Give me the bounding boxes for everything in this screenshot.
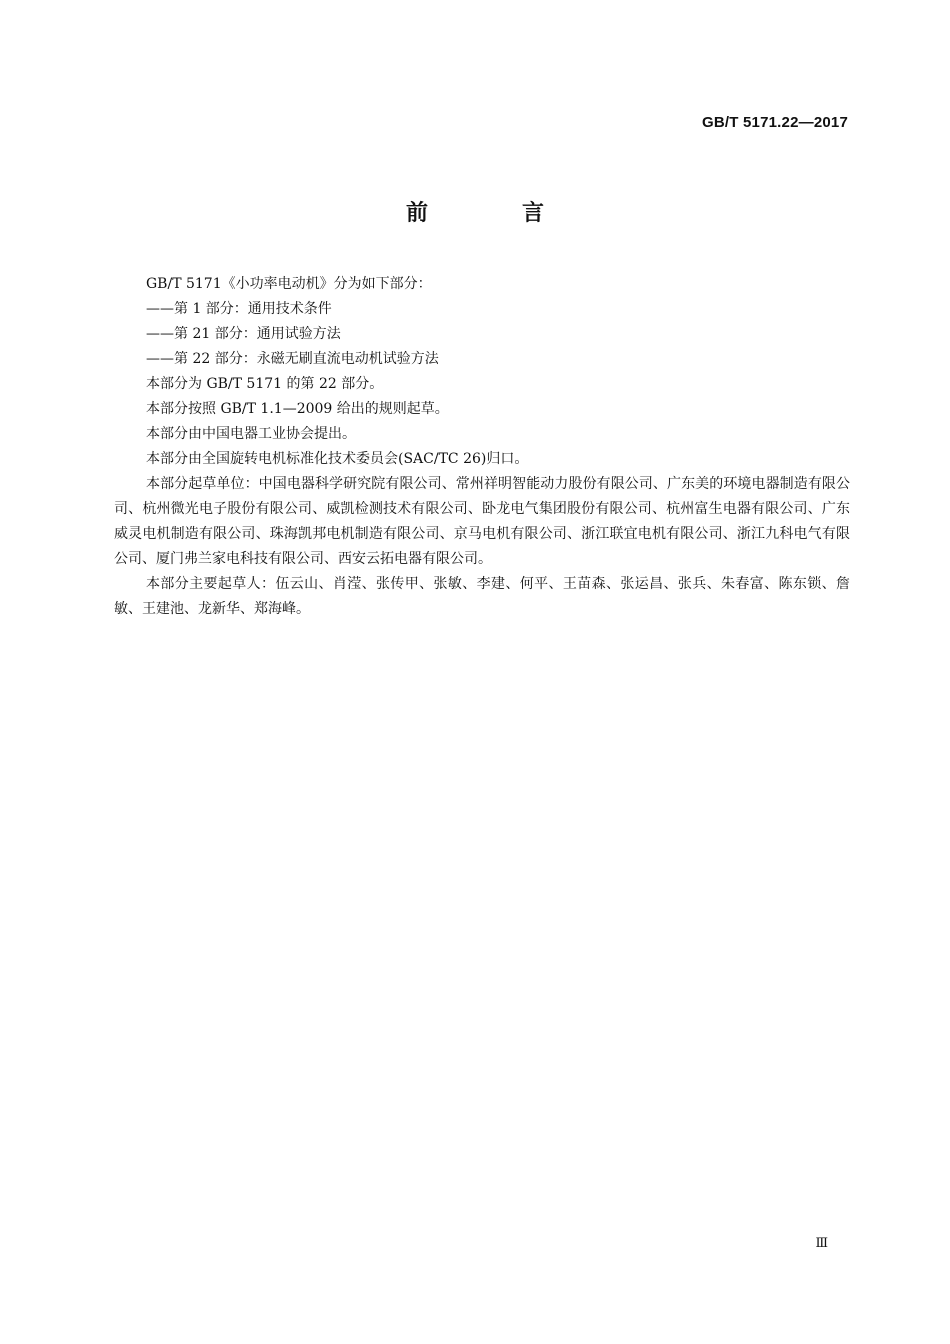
foreword-body xyxy=(114,272,850,622)
proposer-paragraph: 本部分由中国电器工业协会提出。 xyxy=(146,426,356,442)
drafters-paragraph: 本部分主要起草人：伍云山、肖滢、张传甲、张敏、李建、何平、王苗森、张运昌、张兵、朱春富、陈东锁、詹敏、王建池、龙新华、郑海峰。 xyxy=(114,576,850,617)
drafting-rules-paragraph: 本部分按照 GB/T 1.1—2009 给出的规则起草。 xyxy=(146,401,449,417)
committee-paragraph: 本部分由全国旋转电机标准化技术委员会(SAC/TC 26)归口。 xyxy=(146,451,529,467)
drafting-units-paragraph: 本部分起草单位：中国电器科学研究院有限公司、常州祥明智能动力股份有限公司、广东美的环境电器制造有限公司、杭州微光电子股份有限公司、威凯检测技术有限公司、卧龙电气集团股份有限公司、杭州富生电器有限公司、广东威灵电机制造有限公司、珠海凯邦电机制造有限公司、京马电机有限公司、浙江联宜电机有限公司、浙江九科电气有限公司、厦门弗兰家电科技有限公司、西安云拓电器有限公司。 xyxy=(114,476,850,567)
page-number: Ⅲ xyxy=(815,1236,828,1251)
page-title: 前 言 xyxy=(405,201,580,226)
part-list-item-21: ——第 21 部分：通用试验方法 xyxy=(146,326,341,342)
part-list-item-1: ——第 1 部分：通用技术条件 xyxy=(146,301,332,317)
scope-paragraph: 本部分为 GB/T 5171 的第 22 部分。 xyxy=(146,376,384,392)
standard-number: GB/T 5171.22—2017 xyxy=(702,114,848,131)
intro-paragraph: GB/T 5171《小功率电动机》分为如下部分： xyxy=(146,276,432,292)
part-list-item-22: ——第 22 部分：永磁无刷直流电动机试验方法 xyxy=(146,351,439,367)
